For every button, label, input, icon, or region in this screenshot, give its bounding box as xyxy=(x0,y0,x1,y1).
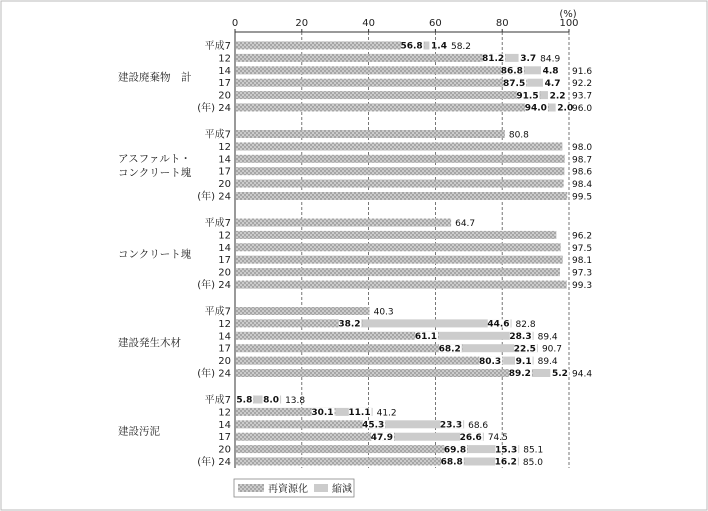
year-label-2-1: 12 xyxy=(218,230,231,242)
year-label-0-3: 17 xyxy=(218,78,231,90)
year-label-1-4: 20 xyxy=(218,179,231,191)
label-recycle-4-2: 45.3 xyxy=(362,420,385,431)
label-total-4-4: 85.1 xyxy=(523,445,544,456)
bar-recycle-1-0 xyxy=(236,130,505,138)
label-recycle-0-4: 91.5 xyxy=(516,91,539,102)
label-total-1-3: 98.6 xyxy=(572,167,593,178)
bar-recycle-0-5 xyxy=(236,104,549,112)
label-reduce-0-1: 3.7 xyxy=(520,54,537,65)
bar-reduce-0-3 xyxy=(527,79,543,87)
category-label-4: 建設汚泥 xyxy=(118,425,160,438)
label-total-1-5: 99.5 xyxy=(572,192,593,203)
bar-reduce-0-1 xyxy=(506,54,518,62)
bar-recycle-4-4 xyxy=(236,445,468,456)
year-label-4-3: 17 xyxy=(218,432,231,444)
year-label-2-2: 14 xyxy=(218,242,231,254)
label-reduce-3-5: 5.2 xyxy=(551,369,568,380)
label-total-4-5: 85.0 xyxy=(522,458,543,468)
label-total-3-2: 89.4 xyxy=(537,332,558,343)
bar-recycle-0-1 xyxy=(236,54,506,65)
legend-swatch-reduce xyxy=(314,484,328,492)
bar-recycle-1-5 xyxy=(236,192,567,200)
year-label-1-2: 14 xyxy=(218,154,231,166)
bar-recycle-0-3 xyxy=(236,79,527,87)
label-total-3-3: 90.7 xyxy=(541,344,562,355)
label-recycle-4-5: 68.8 xyxy=(440,457,463,468)
label-reduce-3-4: 9.1 xyxy=(515,356,532,367)
label-reduce-3-2: 28.3 xyxy=(509,332,532,342)
label-total-3-4: 89.4 xyxy=(537,357,558,368)
label-total-0-2: 91.6 xyxy=(572,66,593,77)
label-total-2-2: 97.5 xyxy=(572,243,593,254)
bar-recycle-1-3 xyxy=(236,167,564,175)
legend-label-reduce: 縮減 xyxy=(332,484,352,495)
year-label-0-1: 12 xyxy=(218,53,231,65)
label-total-0-1: 84.9 xyxy=(540,54,561,65)
year-label-3-4: 20 xyxy=(218,356,231,368)
label-recycle-0-5: 94.0 xyxy=(524,103,547,114)
category-label-3: 建設発生木材 xyxy=(118,337,181,349)
year-label-3-1: 12 xyxy=(218,318,231,330)
year-label-4-5: (年) 24 xyxy=(197,457,231,468)
label-total-2-3: 98.1 xyxy=(572,256,593,267)
label-reduce-0-3: 4.7 xyxy=(544,78,561,89)
label-total-0-5: 96.0 xyxy=(572,104,593,114)
year-label-2-3: 17 xyxy=(218,255,231,267)
year-label-0-4: 20 xyxy=(218,90,231,102)
bar-recycle-0-4 xyxy=(236,91,541,102)
bar-recycle-4-5 xyxy=(236,458,465,466)
year-label-1-5: (年) 24 xyxy=(197,191,231,203)
year-label-3-3: 17 xyxy=(218,343,231,355)
year-label-1-0: 平成7 xyxy=(204,129,231,141)
bar-recycle-2-3 xyxy=(236,256,563,264)
label-reduce-4-1: 11.1 xyxy=(348,408,371,419)
bar-recycle-2-2 xyxy=(236,243,561,251)
x-tick-label-40: 40 xyxy=(362,18,375,29)
label-recycle-0-3: 87.5 xyxy=(503,78,526,89)
label-total-3-0: 40.3 xyxy=(373,307,394,318)
bar-recycle-0-0 xyxy=(236,42,425,50)
year-label-4-2: 14 xyxy=(218,419,231,431)
label-total-3-1: 82.8 xyxy=(515,319,536,330)
label-reduce-3-1: 44.6 xyxy=(487,319,510,330)
year-label-2-0: 平成7 xyxy=(204,218,231,229)
label-recycle-4-3: 47.9 xyxy=(370,432,393,443)
label-total-0-4: 93.7 xyxy=(572,91,593,102)
label-reduce-0-0: 1.4 xyxy=(431,41,447,52)
year-label-3-5: (年) 24 xyxy=(197,368,231,380)
year-label-4-4: 20 xyxy=(218,444,231,456)
year-label-1-3: 17 xyxy=(218,166,231,178)
legend-label-recycle: 再資源化 xyxy=(268,484,308,495)
bar-recycle-3-5 xyxy=(236,369,533,380)
bar-reduce-0-5 xyxy=(549,104,556,112)
label-recycle-4-1: 30.1 xyxy=(311,408,334,419)
label-reduce-4-5: 16.2 xyxy=(494,457,517,468)
label-total-0-0: 58.2 xyxy=(450,42,472,52)
label-total-4-1: 41.2 xyxy=(376,408,397,419)
bar-recycle-2-1 xyxy=(236,231,556,239)
label-recycle-0-1: 81.2 xyxy=(481,54,505,65)
x-tick-label-0: 0 xyxy=(231,18,239,29)
label-total-1-4: 98.4 xyxy=(572,180,593,191)
label-recycle-0-2: 86.8 xyxy=(500,66,523,77)
label-reduce-4-3: 26.6 xyxy=(459,432,482,443)
label-total-3-5: 94.4 xyxy=(572,369,593,380)
label-total-4-0: 13.8 xyxy=(285,396,306,406)
label-reduce-4-2: 23.3 xyxy=(439,420,463,431)
x-tick-label-20: 20 xyxy=(295,18,309,29)
year-label-3-0: 平成7 xyxy=(204,306,231,318)
category-label-1-line1: コンクリート塊 xyxy=(118,167,192,179)
label-total-2-0: 64.7 xyxy=(455,219,476,229)
year-label-0-2: 14 xyxy=(218,65,231,77)
bar-recycle-1-2 xyxy=(236,155,565,163)
x-tick-label-60: 60 xyxy=(429,18,442,29)
label-recycle-4-0: 5.8 xyxy=(236,395,253,406)
label-recycle-3-3: 68.2 xyxy=(438,344,461,355)
bar-reduce-0-0 xyxy=(425,42,430,50)
label-recycle-0-0: 56.8 xyxy=(400,41,423,52)
label-reduce-0-2: 4.8 xyxy=(542,66,559,77)
label-recycle-3-5: 89.2 xyxy=(508,369,531,380)
bar-recycle-3-2 xyxy=(236,332,439,340)
bar-recycle-3-4 xyxy=(236,357,503,365)
year-label-4-1: 12 xyxy=(218,407,231,419)
year-label-2-4: 20 xyxy=(218,267,231,279)
label-reduce-4-4: 15.3 xyxy=(495,445,518,456)
label-recycle-4-4: 69.8 xyxy=(443,445,467,456)
category-label-1-line0: アスファルト・ xyxy=(118,153,191,165)
bar-recycle-2-0 xyxy=(236,219,451,227)
bar-recycle-3-3 xyxy=(236,344,463,355)
year-label-3-2: 14 xyxy=(218,331,231,343)
label-total-4-3: 74.5 xyxy=(487,433,508,444)
legend-swatch-recycle xyxy=(238,484,264,492)
bar-recycle-2-4 xyxy=(236,268,560,276)
bar-reduce-0-4 xyxy=(541,91,548,99)
label-total-1-1: 98.0 xyxy=(572,142,593,153)
category-label-0: 建設廃棄物 計 xyxy=(118,71,192,84)
year-label-0-0: 平成7 xyxy=(204,41,231,52)
year-label-1-1: 12 xyxy=(218,141,231,153)
label-reduce-0-5: 2.0 xyxy=(557,103,574,114)
unit-label: (%) xyxy=(559,9,577,20)
bar-recycle-1-4 xyxy=(236,180,564,188)
label-reduce-4-0: 8.0 xyxy=(263,395,280,406)
x-tick-label-100: 100 xyxy=(559,18,579,29)
x-tick-label-80: 80 xyxy=(495,18,509,29)
label-total-2-5: 99.3 xyxy=(572,281,593,291)
label-recycle-3-1: 38.2 xyxy=(338,319,361,330)
label-reduce-0-4: 2.2 xyxy=(549,91,566,102)
bar-reduce-0-2 xyxy=(525,66,541,74)
bar-recycle-1-1 xyxy=(236,142,562,150)
label-total-1-2: 98.7 xyxy=(572,155,593,166)
bar-recycle-2-5 xyxy=(236,281,567,289)
label-reduce-3-3: 22.5 xyxy=(513,344,536,355)
year-label-0-5: (年) 24 xyxy=(197,103,231,114)
category-label-2: コンクリート塊 xyxy=(118,248,192,261)
year-label-4-0: 平成7 xyxy=(204,395,231,406)
bar-recycle-0-2 xyxy=(236,66,525,74)
label-total-4-2: 68.6 xyxy=(468,420,489,431)
year-label-2-5: (年) 24 xyxy=(197,280,231,291)
label-total-1-0: 80.8 xyxy=(508,130,529,141)
label-total-2-1: 96.2 xyxy=(572,231,593,242)
label-total-2-4: 97.3 xyxy=(572,268,593,279)
label-total-0-3: 92.2 xyxy=(572,79,593,90)
label-recycle-3-2: 61.1 xyxy=(414,332,438,342)
bar-reduce-3-5 xyxy=(533,369,550,377)
bar-recycle-3-0 xyxy=(236,307,370,315)
label-recycle-3-4: 80.3 xyxy=(478,356,502,367)
